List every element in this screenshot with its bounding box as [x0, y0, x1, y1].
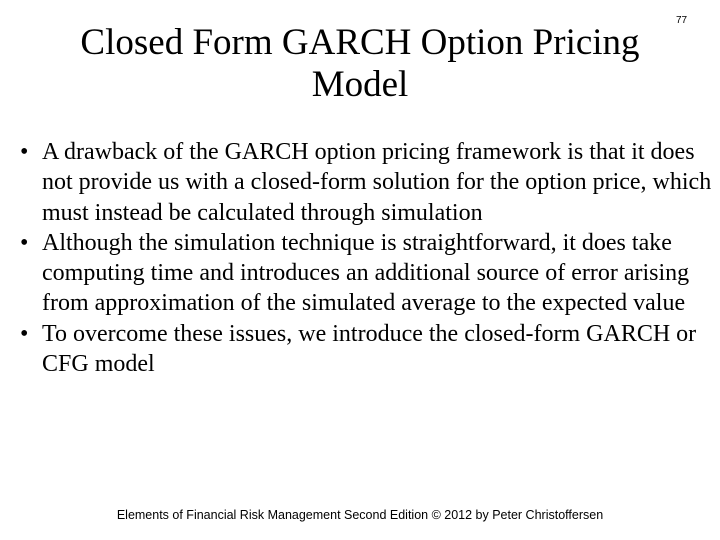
bullet-text: Although the simulation technique is straightforward, it does take computing time and introduces an additional source of error arising from approximation of the simulated average to the expected value: [42, 229, 690, 317]
bullet-text: To overcome these issues, we introduce the closed-form GARCH or CFG model: [42, 320, 697, 378]
bullet-icon: •: [20, 229, 29, 256]
page-number: 77: [676, 15, 688, 26]
slide-title-line-1: Closed Form GARCH Option Pricing: [80, 22, 640, 63]
bullet-item: [18, 137, 714, 228]
slide-title-line-2: Model: [311, 64, 409, 105]
bullet-item: [18, 319, 714, 380]
slide-footer: Elements of Financial Risk Management Second Edition © 2012 by Peter Christoffersen: [116, 508, 604, 522]
bullet-list: [18, 137, 714, 379]
bullet-text: A drawback of the GARCH option pricing framework is that it does not provide us with a closed-form solution for the option price, which must instead be calculated through simulation: [42, 139, 712, 226]
slide-title: [40, 22, 680, 106]
bullet-item: [18, 228, 714, 319]
bullet-icon: •: [20, 320, 29, 347]
bullet-icon: •: [20, 139, 29, 165]
